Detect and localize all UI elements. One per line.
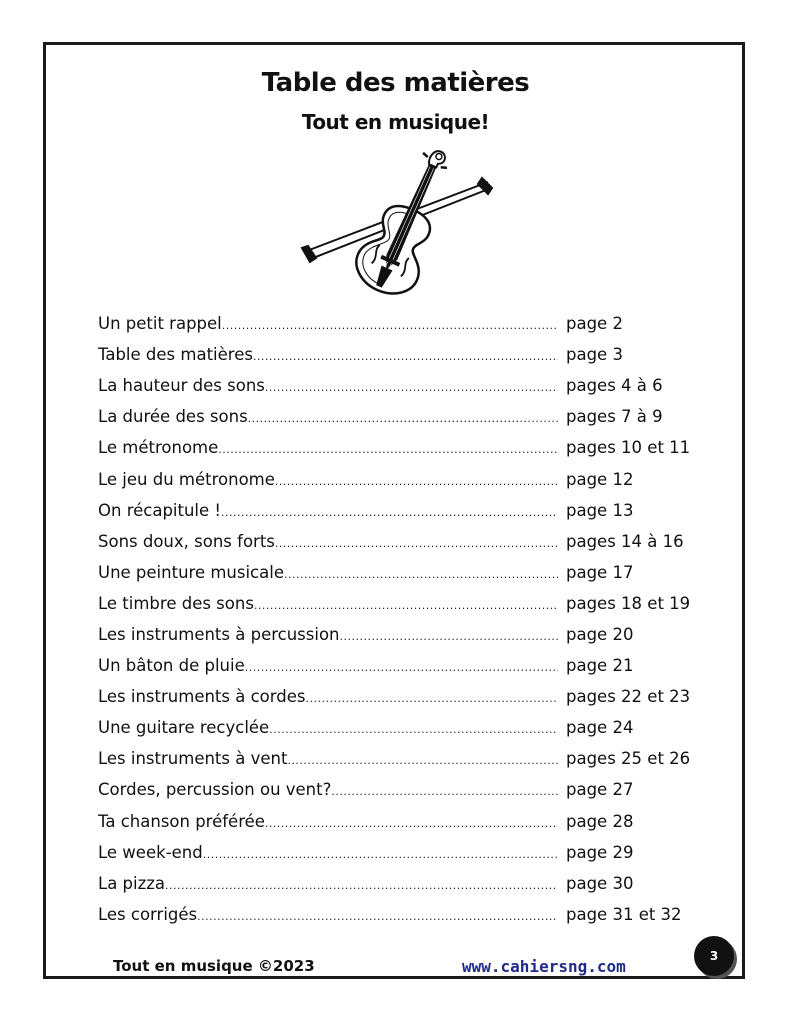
toc-entry-label: Le week-end [98,842,203,862]
toc-dot-leader [331,785,558,798]
toc-entry-label: Cordes, percussion ou vent? [98,780,332,800]
toc-dot-leader [248,412,558,425]
toc-entry-label: Les corrigés [98,904,198,924]
toc-entry [98,463,718,494]
toc-entry [98,619,718,650]
toc-entry-page: page 2 [566,314,623,334]
toc-entry-title-line [98,376,558,395]
toc-entry-title-line [98,843,558,862]
toc-entry-title-line [98,314,558,333]
table-of-contents [98,308,718,930]
toc-entry-page: pages 7 à 9 [566,407,663,427]
toc-entry [98,495,718,526]
toc-entry-page: pages 22 et 23 [566,687,691,707]
toc-entry-label: Les instruments à cordes [98,687,306,707]
toc-entry-label: Les instruments à percussion [98,624,340,644]
toc-entry-title-line [98,532,558,551]
toc-entry [98,868,718,899]
page-subtitle: Tout en musique! [301,110,490,134]
toc-entry-page: page 31 et 32 [566,904,682,924]
toc-entry-title-line [98,812,558,831]
toc-entry-title-line [98,780,558,799]
toc-dot-leader [265,817,558,830]
toc-entry-title-line [98,563,558,582]
toc-dot-leader [275,475,558,488]
toc-entry-label: Les instruments à vent [98,749,288,769]
toc-entry [98,339,718,370]
toc-entry-page: page 12 [566,469,634,489]
toc-entry-title-line [98,407,558,426]
toc-dot-leader [165,879,558,892]
toc-entry-label: Une guitare recyclée [98,718,270,738]
toc-entry-title-line [98,656,558,675]
toc-dot-leader [340,630,559,643]
toc-entry [98,899,718,930]
toc-entry-title-line [98,749,558,768]
toc-entry-title-line [98,470,558,489]
toc-entry-page: pages 18 et 19 [566,593,691,613]
toc-dot-leader [245,661,558,674]
toc-entry-page: page 29 [566,842,634,862]
toc-entry-label: Ta chanson préférée [98,811,265,831]
toc-entry-page: page 28 [566,811,634,831]
toc-dot-leader [197,910,558,923]
toc-entry-page: pages 4 à 6 [566,376,663,396]
toc-entry-page: page 30 [566,873,634,893]
toc-entry [98,743,718,774]
toc-entry-page: page 21 [566,656,634,676]
toc-entry [98,401,718,432]
toc-entry-page: page 20 [566,624,634,644]
toc-entry [98,557,718,588]
toc-dot-leader [305,692,558,705]
toc-entry-title-line [98,718,558,737]
toc-entry-title-line [98,874,558,893]
toc-entry-label: Une peinture musicale [98,562,284,582]
toc-entry-page: page 17 [566,562,634,582]
toc-entry-page: page 24 [566,718,634,738]
toc-dot-leader [287,754,558,767]
toc-entry-label: Le jeu du métronome [98,469,275,489]
toc-entry [98,526,718,557]
toc-entry-label: La durée des sons [98,407,248,427]
toc-entry [98,432,718,463]
violin-icon [296,148,496,296]
toc-entry [98,588,718,619]
toc-entry [98,837,718,868]
toc-entry-page: page 13 [566,500,634,520]
toc-entry-label: Sons doux, sons forts [98,531,275,551]
toc-dot-leader [254,599,558,612]
toc-dot-leader [203,848,558,861]
toc-dot-leader [218,443,558,456]
toc-entry [98,681,718,712]
toc-entry-label: Table des matières [98,345,253,365]
toc-dot-leader [221,506,558,519]
toc-entry-title-line [98,625,558,644]
toc-entry-title-line [98,501,558,520]
toc-dot-leader [275,537,558,550]
toc-entry-title-line [98,438,558,457]
toc-entry-label: Le timbre des sons [98,593,254,613]
toc-entry-label: Le métronome [98,438,219,458]
toc-entry-label: Un petit rappel [98,314,222,334]
toc-entry-title-line [98,345,558,364]
footer-website-link[interactable]: www.cahiersng.com [462,957,626,976]
toc-entry-label: On récapitule ! [98,500,222,520]
footer-copyright: Tout en musique ©2023 [113,957,315,975]
toc-dot-leader [222,319,558,332]
toc-entry-label: La hauteur des sons [98,376,265,396]
page-title: Table des matières [261,68,530,98]
toc-entry [98,712,718,743]
toc-dot-leader [265,381,558,394]
toc-entry [98,774,718,805]
toc-dot-leader [284,568,558,581]
toc-entry [98,650,718,681]
page-number-badge: 3 [694,936,734,976]
toc-entry [98,308,718,339]
toc-entry-title-line [98,594,558,613]
toc-entry-page: page 3 [566,345,623,365]
toc-entry-label: La pizza [98,873,166,893]
toc-entry [98,806,718,837]
toc-entry-page: pages 10 et 11 [566,438,691,458]
toc-entry [98,370,718,401]
toc-entry-page: pages 14 à 16 [566,531,684,551]
toc-entry-page: page 27 [566,780,634,800]
toc-entry-title-line [98,687,558,706]
toc-entry-title-line [98,905,558,924]
toc-dot-leader [253,350,558,363]
toc-entry-label: Un bâton de pluie [98,656,245,676]
toc-entry-page: pages 25 et 26 [566,749,691,769]
toc-dot-leader [269,723,558,736]
